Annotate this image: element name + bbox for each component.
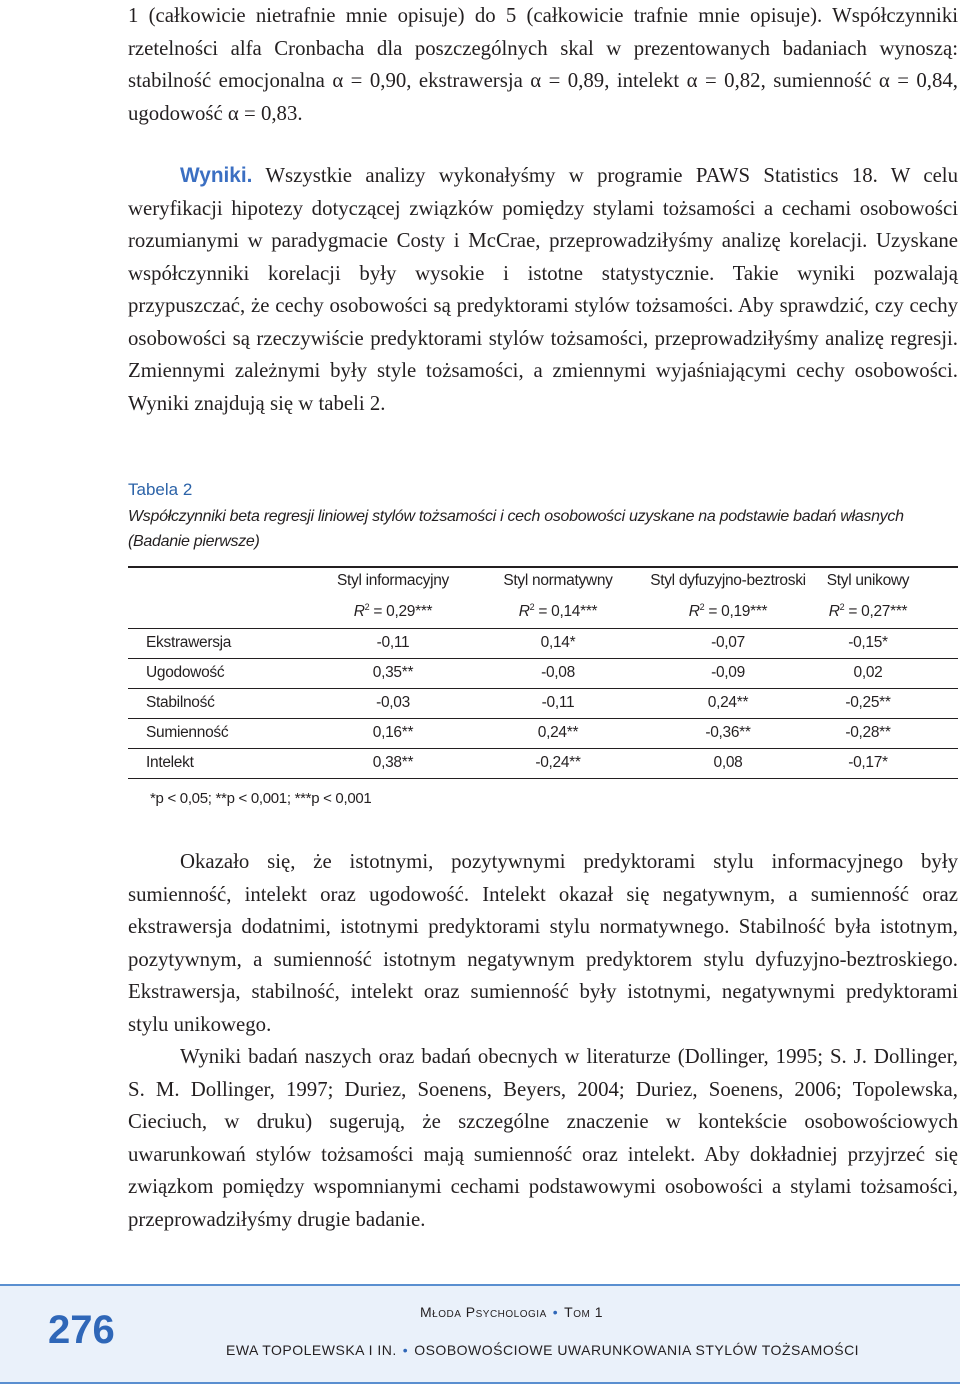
r2-unikowy: $R^2 = 0,27***$ [828,602,908,620]
results-heading: Wyniki. [180,164,253,187]
footer-band [0,1284,960,1384]
row-rule [128,718,958,719]
r2-dyfuzyjno: $R^2 = 0,19***$ [688,602,768,620]
paragraph-results [128,160,958,420]
r2-normatywny: $R^2 = 0,14***$ [518,602,598,620]
table-cell: -0,15* [848,634,888,651]
table-cell: -0,17* [848,754,888,771]
row-label: Sumienność [146,724,229,741]
column-header-normatywny: Styl normatywny [503,572,613,589]
row-rule [128,748,958,749]
table-note: *p < 0,05; **p < 0,001; ***p < 0,001 [150,790,372,807]
table-cell: -0,08 [541,664,575,681]
page-footer [0,1278,960,1388]
running-head: EWA TOPOLEWSKA I IN. • OSOBOWOŚCIOWE UWARUNKOWANIA STYLÓW TOŻSAMOŚCI [226,1342,860,1358]
column-header-unikowy: Styl unikowy [826,572,910,589]
table-cell: -0,24** [535,754,581,771]
table-cell: 0,16** [372,724,414,741]
page-number: 276 [48,1308,115,1352]
row-label: Ugodowość [146,664,225,681]
table-cell: 0,24** [707,694,749,711]
paragraph-findings: Okazało się, że istotnymi, pozytywnymi predyktorami stylu informacyjnego były sumienność, intelekt oraz ugodowość. Intelekt okazał się negatywnym, a sumienność oraz ekstrawersja dodatnimi, istotnymi predyktorami stylu normatywnego. Stabilność była istotnym, pozytywnym, a sumienność istotnym negatywnym predyktorem stylu dyfuzyjno-beztroskiego. Ekstrawersja, stabilność, intelekt oraz sumienność były istotnymi, negatywnymi predyktorami stylu unikowego. [128,850,958,1036]
table-cell: 0,02 [853,664,883,681]
bullet-separator: • [552,1304,559,1320]
row-rule [128,688,958,689]
paragraph-after-table [128,846,958,1236]
table-cell: -0,28** [845,724,891,741]
table-rule-header [128,628,958,629]
table-rule-top [128,566,958,568]
paragraph-literature: Wyniki badań naszych oraz badań obecnych w literaturze (Dollinger, 1995; S. J. Dollinger, S. M. Dollinger, 1997; Duriez, Soenens, Beyers, 2004; Duriez, Soenens, 2006; Topolewska, Cieciuch, w druku) sugerują, że szczególne znaczenie w kontekście osobowościowych uwarunkowań stylów tożsamości mają sumienność oraz intelekt. Aby dokładniej przyjrzeć się związkom pomiędzy wspomnianymi cechami podstawowymi osobowości a stylami tożsamości, przeprowadziłyśmy drugie badanie. [128,1045,958,1231]
table-cell: -0,03 [376,694,410,711]
table-cell: -0,25** [845,694,891,711]
r2-informacyjny: $R^2 = 0,29***$ [353,602,433,620]
column-header-dyfuzyjno: Styl dyfuzyjno-beztroski [650,572,806,589]
table-label: Tabela 2 [128,480,193,499]
table-rule-bottom [128,778,958,779]
table-cell: 0,35** [372,664,414,681]
table-cell: -0,36** [705,724,751,741]
row-rule [128,658,958,659]
paragraph-intro: 1 (całkowicie nietrafnie mnie opisuje) do 5 (całkowicie trafnie mnie opisuje). Współczynniki rzetelności alfa Cronbacha dla poszczególnych skal w prezentowanych badaniach wynoszą: stabilność emocjonalna α = 0,90, ekstrawersja α = 0,89, intelekt α = 0,82, sumienność α = 0,84, ugodowość α = 0,83. [128,4,958,125]
row-label: Ekstrawersja [146,634,232,651]
table-cell: -0,07 [711,634,745,651]
table-cell: -0,09 [711,664,745,681]
row-label: Stabilność [146,694,215,711]
table-cell: 0,08 [713,754,743,771]
results-text: Wszystkie analizy wykonałyśmy w programie PAWS Statistics 18. W celu weryfikacji hipotezy dotyczącej związków pomiędzy stylami tożsamości a cechami osobowości rozumianymi w paradygmacie Costy i McCrae, przeprowadziłyśmy analizę korelacji. Uzyskane współczynniki korelacji były wysokie i istotne statystycznie. Takie wyniki pozwalają przypuszczać, że cechy osobowości są predyktorami stylów tożsamości. Aby sprawdzić, czy cechy osobowości są rzeczywiście predyktorami stylów tożsamości, przeprowadziłyśmy analizę regresji. Zmiennymi zależnymi były style tożsamości, a zmiennymi wyjaśniającymi cechy osobowości. Wyniki znajdują się w tabeli 2. [128,164,958,415]
row-label: Intelekt [146,754,194,771]
table-2 [128,480,958,807]
table-cell: -0,11 [541,694,575,711]
table-cell: -0,11 [376,634,410,651]
table-cell: 0,24** [537,724,579,741]
column-header-informacyjny: Styl informacyjny [336,572,450,589]
journal-title: Młoda Psychologia • Tom 1 [420,1304,603,1320]
table-caption: Współczynniki beta regresji liniowej stylów tożsamości i cech osobowości uzyskane na podstawie badań własnych (Badanie pierwsze) [128,508,904,550]
bullet-separator: • [402,1342,409,1358]
table-cell: 0,14* [540,634,576,651]
table-cell: 0,38** [372,754,414,771]
